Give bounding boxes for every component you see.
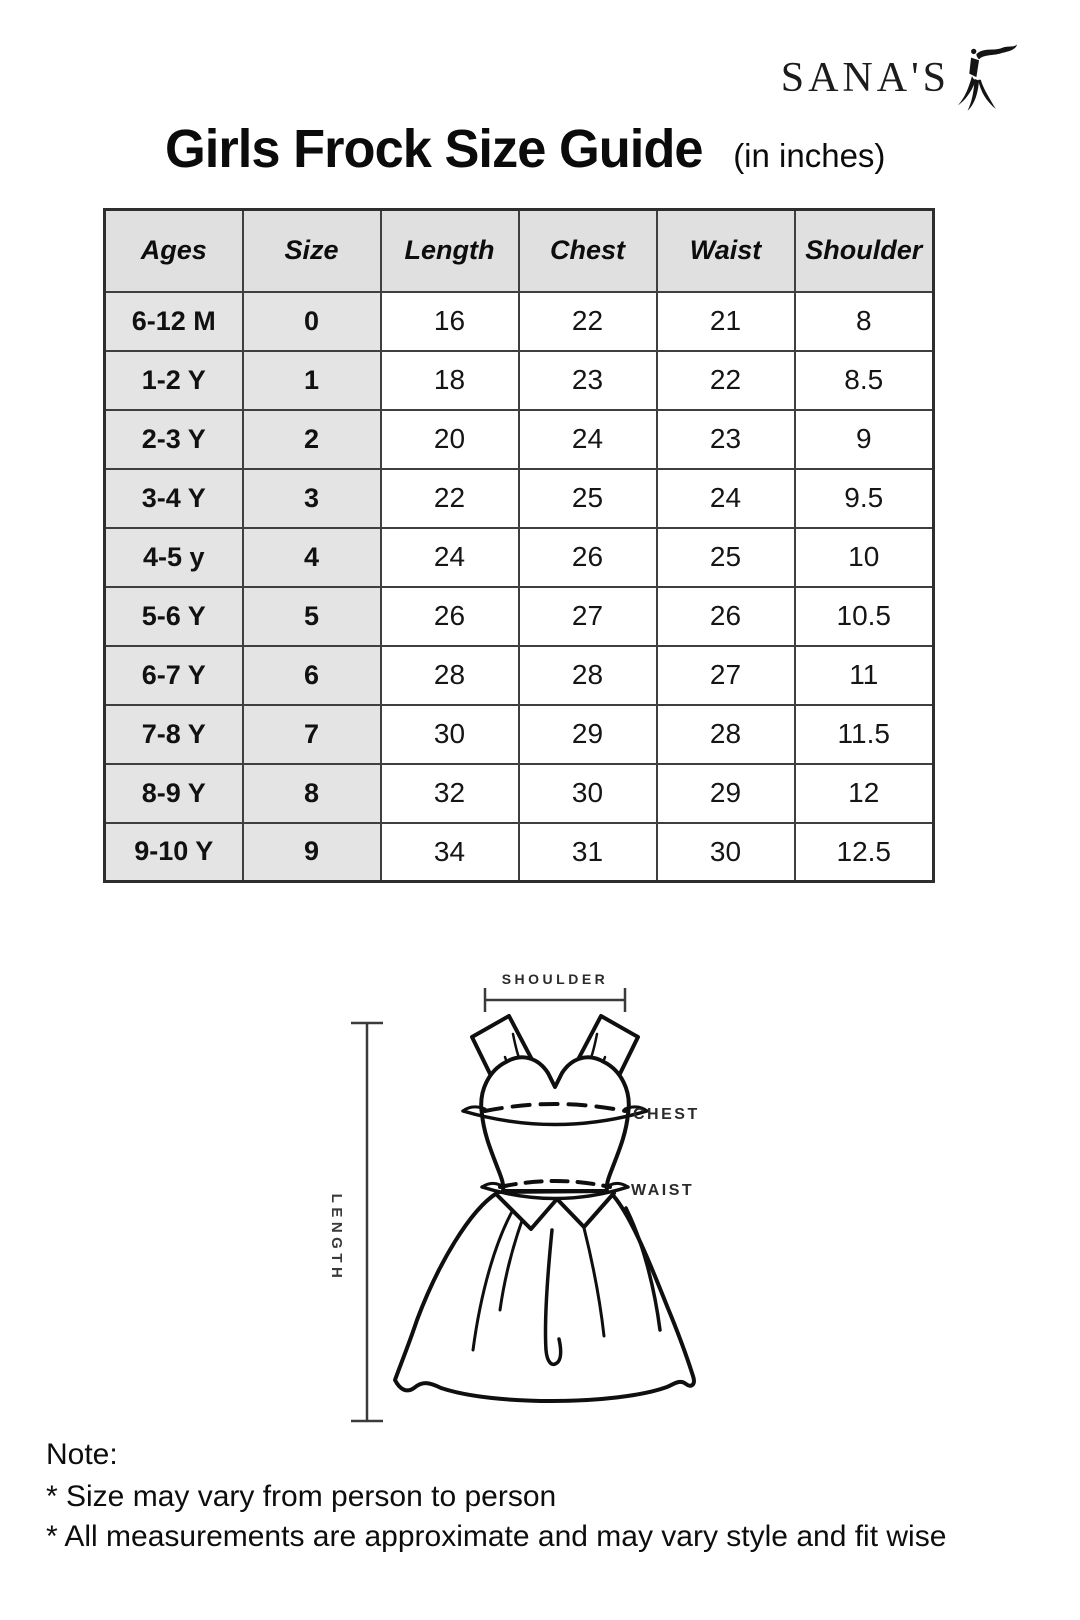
cell-waist: 28 xyxy=(657,705,795,764)
brand-logo xyxy=(781,42,1018,114)
cell-waist: 22 xyxy=(657,351,795,410)
cell-length: 24 xyxy=(381,528,519,587)
cell-waist: 24 xyxy=(657,469,795,528)
note-item: * Size may vary from person to person xyxy=(46,1480,557,1513)
cell-shoulder: 12 xyxy=(795,764,934,823)
length-measure-line xyxy=(351,1023,383,1421)
cell-shoulder: 11 xyxy=(795,646,934,705)
cell-length: 26 xyxy=(381,587,519,646)
cell-ages: 7-8 Y xyxy=(105,705,243,764)
table-row xyxy=(105,469,934,528)
cell-chest: 22 xyxy=(519,292,657,351)
cell-ages: 3-4 Y xyxy=(105,469,243,528)
cell-shoulder: 8.5 xyxy=(795,351,934,410)
measurement-diagram xyxy=(300,938,720,1430)
cell-ages: 8-9 Y xyxy=(105,764,243,823)
cell-chest: 30 xyxy=(519,764,657,823)
chest-label: CHEST xyxy=(633,1106,700,1123)
brand-name: SANA'S xyxy=(780,55,950,101)
cell-waist: 27 xyxy=(657,646,795,705)
shoulder-label: SHOULDER xyxy=(501,971,609,987)
table-row xyxy=(105,764,934,823)
cell-waist: 23 xyxy=(657,410,795,469)
cell-chest: 29 xyxy=(519,705,657,764)
cell-length: 16 xyxy=(381,292,519,351)
table-row xyxy=(105,528,934,587)
column-header-shoulder: Shoulder xyxy=(795,210,934,292)
cell-ages: 1-2 Y xyxy=(105,351,243,410)
cell-chest: 27 xyxy=(519,587,657,646)
cell-size: 5 xyxy=(243,587,381,646)
page-title-unit: (in inches) xyxy=(733,137,886,174)
cell-ages: 6-12 M xyxy=(105,292,243,351)
column-header-size: Size xyxy=(243,210,381,292)
cell-ages: 9-10 Y xyxy=(105,823,243,882)
cell-shoulder: 12.5 xyxy=(795,823,934,882)
table-row xyxy=(105,292,934,351)
page-title xyxy=(165,118,885,180)
length-label: LENGTH xyxy=(328,1193,345,1283)
cell-size: 1 xyxy=(243,351,381,410)
cell-chest: 25 xyxy=(519,469,657,528)
cell-size: 3 xyxy=(243,469,381,528)
cell-ages: 5-6 Y xyxy=(105,587,243,646)
cell-length: 32 xyxy=(381,764,519,823)
cell-length: 18 xyxy=(381,351,519,410)
cell-waist: 25 xyxy=(657,528,795,587)
table-row xyxy=(105,823,934,882)
brand-dress-icon xyxy=(956,42,1018,114)
cell-length: 20 xyxy=(381,410,519,469)
cell-waist: 29 xyxy=(657,764,795,823)
cell-size: 2 xyxy=(243,410,381,469)
size-table xyxy=(103,208,935,883)
frock-illustration xyxy=(395,1016,694,1401)
cell-shoulder: 10 xyxy=(795,528,934,587)
table-row xyxy=(105,646,934,705)
cell-shoulder: 8 xyxy=(795,292,934,351)
shoulder-measure-line xyxy=(485,988,625,1012)
cell-chest: 28 xyxy=(519,646,657,705)
cell-size: 7 xyxy=(243,705,381,764)
size-table-body xyxy=(105,292,934,882)
cell-waist: 30 xyxy=(657,823,795,882)
cell-chest: 26 xyxy=(519,528,657,587)
column-header-waist: Waist xyxy=(657,210,795,292)
note-item: * All measurements are approximate and may vary style and fit wise xyxy=(46,1520,947,1553)
header-row xyxy=(105,210,934,292)
cell-size: 0 xyxy=(243,292,381,351)
column-header-length: Length xyxy=(381,210,519,292)
cell-size: 9 xyxy=(243,823,381,882)
cell-length: 30 xyxy=(381,705,519,764)
column-header-chest: Chest xyxy=(519,210,657,292)
table-row xyxy=(105,410,934,469)
cell-size: 8 xyxy=(243,764,381,823)
cell-shoulder: 9.5 xyxy=(795,469,934,528)
page-title-main: Girls Frock Size Guide xyxy=(165,119,703,179)
cell-length: 22 xyxy=(381,469,519,528)
table-row xyxy=(105,351,934,410)
cell-chest: 24 xyxy=(519,410,657,469)
cell-waist: 21 xyxy=(657,292,795,351)
size-table-header xyxy=(105,210,934,292)
cell-ages: 6-7 Y xyxy=(105,646,243,705)
cell-length: 34 xyxy=(381,823,519,882)
cell-size: 6 xyxy=(243,646,381,705)
column-header-ages: Ages xyxy=(105,210,243,292)
cell-waist: 26 xyxy=(657,587,795,646)
notes-heading: Note: xyxy=(46,1438,118,1471)
cell-shoulder: 11.5 xyxy=(795,705,934,764)
waist-label: WAIST xyxy=(631,1182,695,1199)
cell-chest: 23 xyxy=(519,351,657,410)
cell-shoulder: 10.5 xyxy=(795,587,934,646)
cell-ages: 2-3 Y xyxy=(105,410,243,469)
notes-section xyxy=(46,1438,946,1560)
cell-length: 28 xyxy=(381,646,519,705)
table-row xyxy=(105,587,934,646)
cell-size: 4 xyxy=(243,528,381,587)
cell-ages: 4-5 y xyxy=(105,528,243,587)
table-row xyxy=(105,705,934,764)
cell-chest: 31 xyxy=(519,823,657,882)
cell-shoulder: 9 xyxy=(795,410,934,469)
